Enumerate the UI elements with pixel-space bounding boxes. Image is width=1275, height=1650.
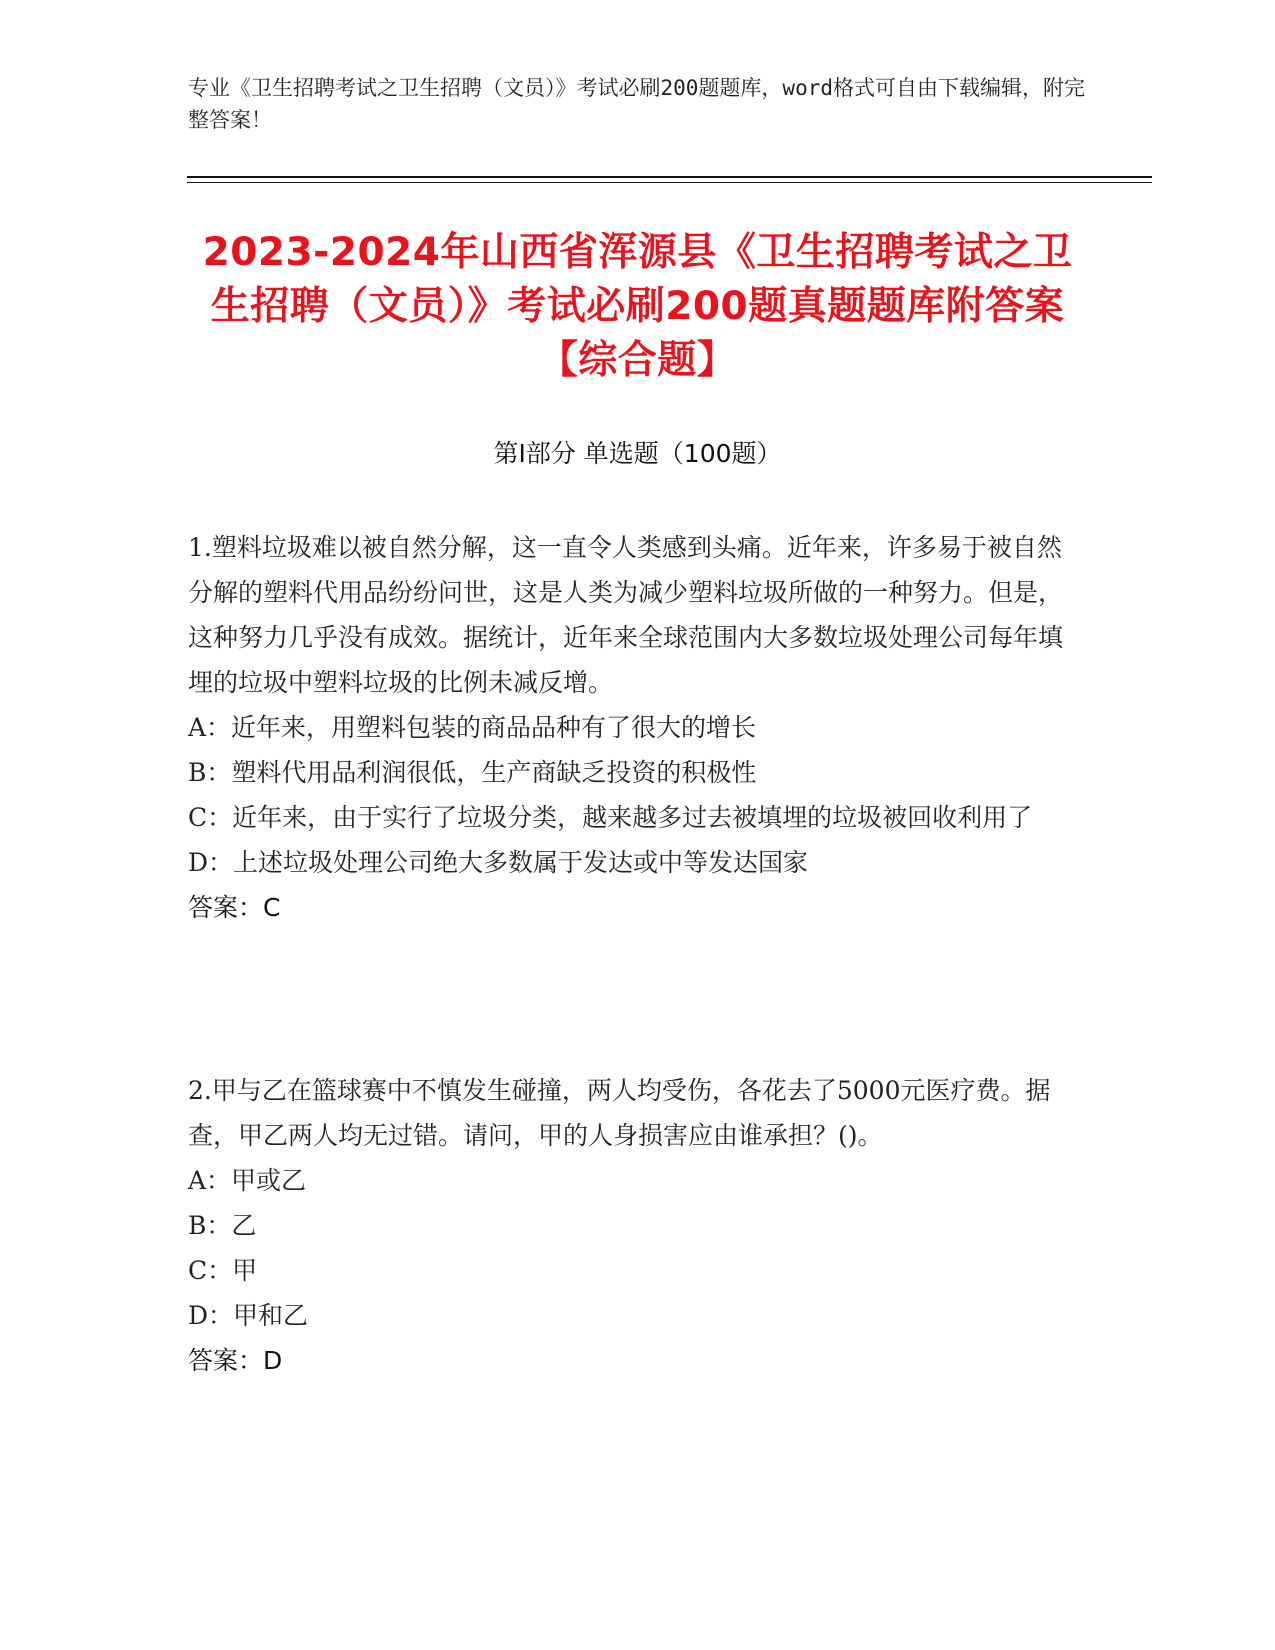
option-d: D：甲和乙 [188,1301,309,1330]
option-a: A：甲或乙 [188,1166,307,1195]
question-1 [188,525,1083,930]
option-d: D：上述垃圾处理公司绝大多数属于发达或中等发达国家 [188,848,809,877]
question-stem: 2.甲与乙在篮球赛中不慎发生碰撞，两人均受伤，各花去了5000元医疗费。据查，甲乙两人均无过错。请问，甲的人身损害应由谁承担？()。 [188,1076,1051,1150]
header-divider-thin [187,182,1152,183]
question-stem: 1.塑料垃圾难以被自然分解，这一直令人类感到头痛。近年来，许多易于被自然分解的塑料代用品纷纷问世，这是人类为减少塑料垃圾所做的一种努力。但是，这种努力几乎没有成效。据统计，近年来全球范围内大多数垃圾处理公司每年填埋的垃圾中塑料垃圾的比例未减反增。 [188,533,1064,697]
option-a: A：近年来，用塑料包装的商品品种有了很大的增长 [188,713,757,742]
answer: 答案：C [188,893,281,922]
document-title: 2023-2024年山西省浑源县《卫生招聘考试之卫生招聘（文员）》考试必刷200题真题题库附答案【综合题】 [202,230,1073,383]
answer: 答案：D [188,1346,283,1375]
section-title: 第Ⅰ部分 单选题（100题） [493,439,782,468]
option-c: C：近年来，由于实行了垃圾分类，越来越多过去被填埋的垃圾被回收利用了 [188,803,1033,832]
option-c: C：甲 [188,1256,258,1285]
header-divider-thick [187,176,1152,178]
header-note: 专业《卫生招聘考试之卫生招聘（文员）》考试必刷200题题库，word格式可自由下载编辑，附完整答案！ [188,76,1085,132]
question-2 [188,1068,1083,1383]
option-b: B：塑料代用品利润很低，生产商缺乏投资的积极性 [188,758,757,787]
option-b: B：乙 [188,1211,257,1240]
